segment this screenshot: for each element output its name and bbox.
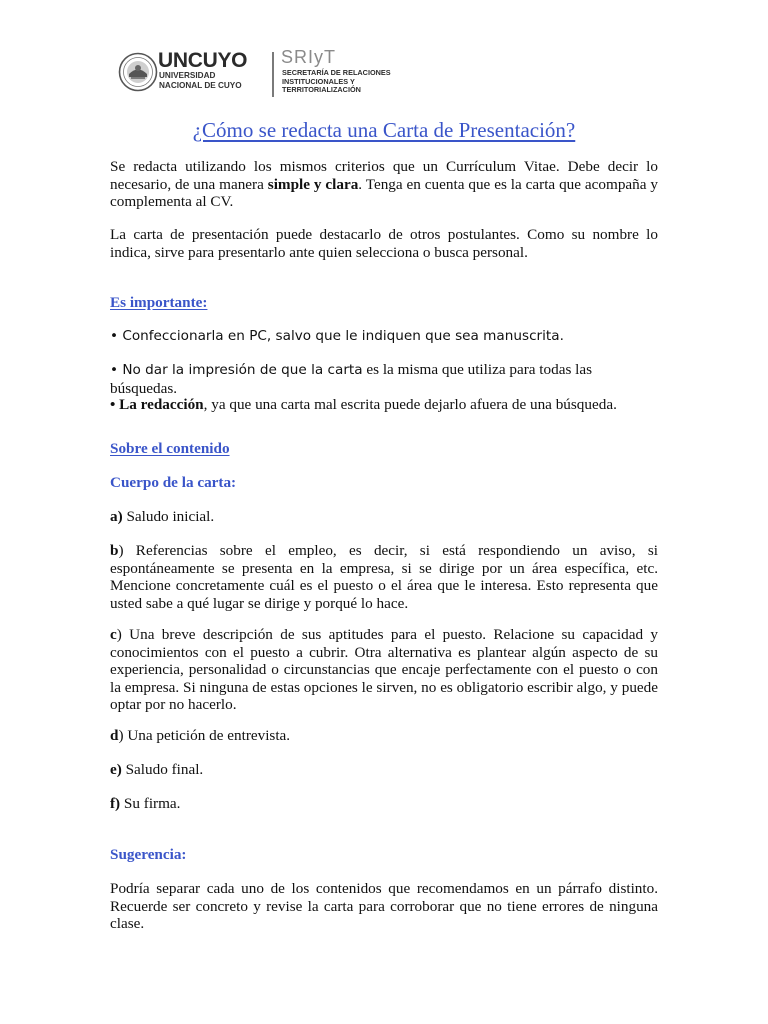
- item-text: Saludo final.: [121, 761, 204, 778]
- item-text: Su firma.: [120, 795, 181, 812]
- content-item-b: [110, 542, 658, 612]
- bullet-text: • No dar la impresión de que la carta: [110, 362, 363, 378]
- letter-body-heading: Cuerpo de la carta:: [110, 474, 237, 491]
- important-bullet-3: [110, 396, 658, 414]
- bullet-text: • Confeccionarla en PC, salvo que le indiquen que sea manuscrita.: [110, 328, 564, 344]
- content-item-d: [110, 727, 658, 745]
- item-label: f): [110, 795, 121, 812]
- intro-paragraph-2: La carta de presentación puede destacarlo de otros postulantes. Como su nombre lo indica, sirve para presentarlo ante quien selecciona o busca personal.: [110, 226, 658, 261]
- bold-text: simple y clara: [267, 175, 359, 193]
- item-label: a): [110, 508, 123, 525]
- sriyt-subtitle-line: TERRITORIALIZACIÓN: [282, 85, 361, 95]
- item-text: Saludo inicial.: [122, 508, 215, 525]
- important-heading: Es importante:: [110, 294, 208, 311]
- item-text: Una petición de entrevista.: [123, 727, 291, 744]
- content-item-c: [110, 626, 658, 714]
- uncuyo-logo-subtitle: [159, 71, 279, 91]
- sriyt-subtitle-line: SECRETARÍA DE RELACIONES: [282, 68, 391, 77]
- content-item-e: [110, 761, 658, 779]
- uncuyo-logo-text: UNCUYO: [158, 49, 248, 72]
- item-label: c: [110, 626, 117, 643]
- item-label: d: [110, 727, 119, 744]
- important-bullet-2: [110, 361, 658, 397]
- university-seal-icon: [118, 52, 158, 92]
- sriyt-subtitle-line: INSTITUCIONALES Y: [282, 76, 355, 86]
- item-label-paren: ): [118, 542, 124, 559]
- uncuyo-subtitle-line: UNIVERSIDAD: [159, 71, 216, 80]
- content-item-f: [110, 795, 658, 813]
- content-item-a: [110, 508, 658, 526]
- item-text: Una breve descripción de sus aptitudes para el puesto. Relacione su capacidad y conocimientos con el puesto a cubrir. Otra alternativa es plantear algún aspecto de su experiencia, personalidad o circunstancias que encaje perfectamente con el puesto o con la empresa. Si ninguna de estas opciones le sirven, no es obligatorio escribir algo, y puede optar por no hacerlo.: [110, 626, 658, 713]
- important-bullet-1: [110, 327, 658, 346]
- bold-text: • La redacción: [110, 396, 204, 413]
- bullet-text: , ya que una carta mal escrita puede dejarlo afuera de una búsqueda.: [203, 396, 617, 413]
- sriyt-logo-text: SRIyT: [281, 47, 337, 67]
- header-logos: [118, 48, 418, 100]
- suggestion-heading: Sugerencia:: [110, 846, 187, 863]
- item-text: Referencias sobre el empleo, es decir, si está respondiendo un aviso, si espontáneamente se presenta en la empresa, si se dirige por un área específica, etc. Mencione concretamente cuál es el puesto o el área que le interesa. Esto representa que usted sabe a qué lugar se dirige y porqué lo hace.: [110, 542, 658, 612]
- logo-divider: [272, 52, 274, 97]
- content-heading: Sobre el contenido: [110, 440, 230, 457]
- intro-paragraph-1: [110, 158, 658, 211]
- item-label: e): [110, 761, 122, 778]
- paragraph-text: Se redacta utilizando los mismos criterios que un Currículum Vitae. Debe decir lo necesario, de una manera: [110, 158, 658, 193]
- paragraph-text: . Tenga en cuenta que es la carta que acompaña y complementa al CV.: [110, 175, 658, 210]
- bullet-text: es la misma que utiliza para todas las búsquedas.: [110, 361, 593, 397]
- item-label: b: [110, 542, 119, 559]
- suggestion-paragraph: Podría separar cada uno de los contenidos que recomendamos en un párrafo distinto. Recuerde ser concreto y revise la carta para corroborar que no tiene errores de ninguna clase.: [110, 880, 658, 932]
- uncuyo-subtitle-line: NACIONAL DE CUYO: [159, 81, 242, 90]
- sriyt-logo-subtitle: [282, 69, 432, 95]
- item-label-paren: ): [116, 626, 122, 643]
- item-label-paren: ): [118, 727, 124, 744]
- page-title: ¿Cómo se redacta una Carta de Presentación?: [192, 118, 576, 142]
